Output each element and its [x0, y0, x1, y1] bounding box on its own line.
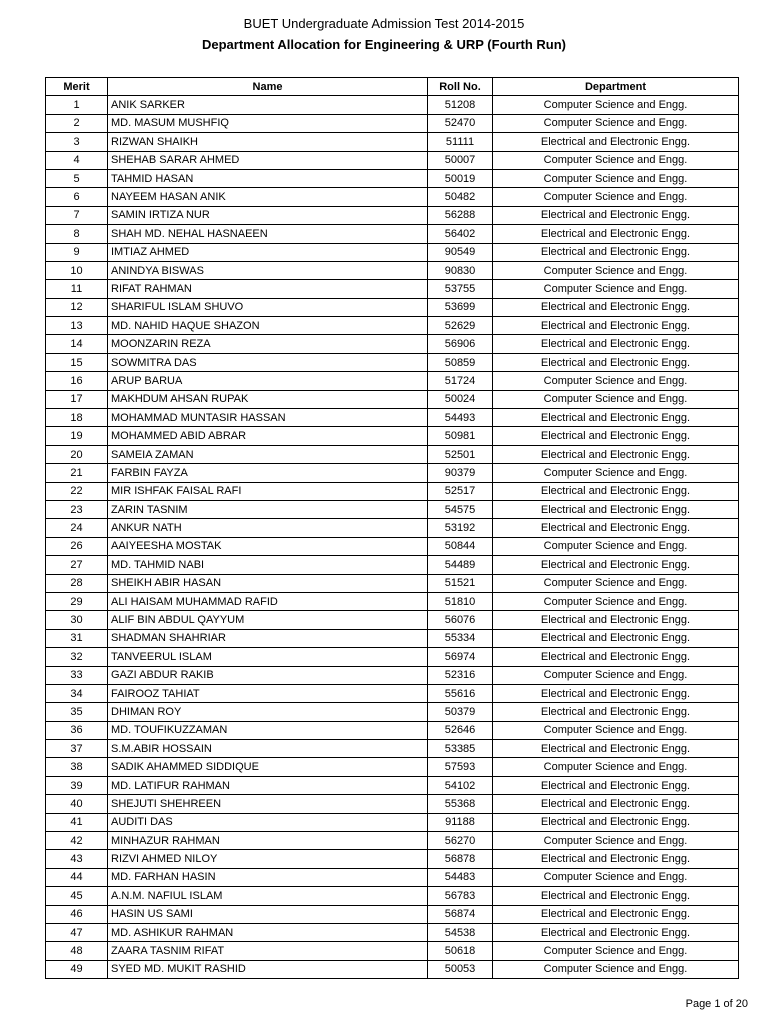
- merit-cell: 28: [46, 574, 108, 592]
- department-cell: Electrical and Electronic Engg.: [493, 776, 739, 794]
- department-cell: Electrical and Electronic Engg.: [493, 684, 739, 702]
- name-cell: IMTIAZ AHMED: [108, 243, 428, 261]
- name-cell: GAZI ABDUR RAKIB: [108, 666, 428, 684]
- merit-cell: 11: [46, 280, 108, 298]
- name-cell: MINHAZUR RAHMAN: [108, 832, 428, 850]
- name-cell: MD. TOUFIKUZZAMAN: [108, 721, 428, 739]
- table-row: [46, 721, 739, 739]
- name-cell: MD. TAHMID NABI: [108, 556, 428, 574]
- name-cell: SHEHAB SARAR AHMED: [108, 151, 428, 169]
- merit-cell: 27: [46, 556, 108, 574]
- merit-cell: 31: [46, 629, 108, 647]
- roll-no-cell: 56874: [428, 905, 493, 923]
- merit-cell: 48: [46, 942, 108, 960]
- roll-no-cell: 50618: [428, 942, 493, 960]
- table-row: [46, 592, 739, 610]
- name-cell: MD. NAHID HAQUE SHAZON: [108, 317, 428, 335]
- roll-no-cell: 53699: [428, 298, 493, 316]
- department-cell: Electrical and Electronic Engg.: [493, 225, 739, 243]
- name-cell: A.N.M. NAFIUL ISLAM: [108, 887, 428, 905]
- department-cell: Electrical and Electronic Engg.: [493, 409, 739, 427]
- department-cell: Electrical and Electronic Engg.: [493, 133, 739, 151]
- table-row: [46, 850, 739, 868]
- roll-no-cell: 51810: [428, 592, 493, 610]
- name-cell: NAYEEM HASAN ANIK: [108, 188, 428, 206]
- roll-no-cell: 57593: [428, 758, 493, 776]
- roll-no-cell: 50019: [428, 169, 493, 187]
- roll-no-cell: 53755: [428, 280, 493, 298]
- table-row: [46, 96, 739, 114]
- department-cell: Computer Science and Engg.: [493, 592, 739, 610]
- name-cell: RIZWAN SHAIKH: [108, 133, 428, 151]
- merit-cell: 30: [46, 611, 108, 629]
- roll-no-cell: 54483: [428, 868, 493, 886]
- roll-no-cell: 56783: [428, 887, 493, 905]
- department-cell: Computer Science and Engg.: [493, 758, 739, 776]
- table-row: [46, 464, 739, 482]
- table-row: [46, 868, 739, 886]
- merit-cell: 17: [46, 390, 108, 408]
- name-cell: MAKHDUM AHSAN RUPAK: [108, 390, 428, 408]
- column-header-department: Department: [493, 78, 739, 96]
- merit-cell: 43: [46, 850, 108, 868]
- table-row: [46, 648, 739, 666]
- merit-cell: 23: [46, 500, 108, 518]
- department-cell: Electrical and Electronic Engg.: [493, 648, 739, 666]
- name-cell: MD. FARHAN HASIN: [108, 868, 428, 886]
- merit-cell: 21: [46, 464, 108, 482]
- name-cell: SAMEIA ZAMAN: [108, 445, 428, 463]
- name-cell: MOHAMMED ABID ABRAR: [108, 427, 428, 445]
- name-cell: SYED MD. MUKIT RASHID: [108, 960, 428, 978]
- department-cell: Electrical and Electronic Engg.: [493, 298, 739, 316]
- name-cell: MOONZARIN REZA: [108, 335, 428, 353]
- merit-cell: 4: [46, 151, 108, 169]
- table-row: [46, 905, 739, 923]
- name-cell: ARUP BARUA: [108, 372, 428, 390]
- name-cell: SHEIKH ABIR HASAN: [108, 574, 428, 592]
- table-row: [46, 372, 739, 390]
- department-cell: Computer Science and Engg.: [493, 390, 739, 408]
- table-row: [46, 169, 739, 187]
- merit-cell: 46: [46, 905, 108, 923]
- roll-no-cell: 50379: [428, 703, 493, 721]
- roll-no-cell: 52316: [428, 666, 493, 684]
- department-cell: Electrical and Electronic Engg.: [493, 500, 739, 518]
- name-cell: TAHMID HASAN: [108, 169, 428, 187]
- roll-no-cell: 55334: [428, 629, 493, 647]
- roll-no-cell: 51724: [428, 372, 493, 390]
- table-row: [46, 923, 739, 941]
- merit-cell: 32: [46, 648, 108, 666]
- table-row: [46, 537, 739, 555]
- merit-cell: 13: [46, 317, 108, 335]
- table-row: [46, 832, 739, 850]
- name-cell: AUDITI DAS: [108, 813, 428, 831]
- department-cell: Computer Science and Engg.: [493, 942, 739, 960]
- table-row: [46, 151, 739, 169]
- merit-cell: 34: [46, 684, 108, 702]
- merit-cell: 24: [46, 519, 108, 537]
- department-cell: Electrical and Electronic Engg.: [493, 445, 739, 463]
- table-row: [46, 335, 739, 353]
- page-number: Page 1 of 20: [685, 998, 748, 1010]
- department-cell: Computer Science and Engg.: [493, 169, 739, 187]
- column-header-merit: Merit: [46, 78, 108, 96]
- department-cell: Computer Science and Engg.: [493, 96, 739, 114]
- roll-no-cell: 51208: [428, 96, 493, 114]
- merit-cell: 20: [46, 445, 108, 463]
- roll-no-cell: 90379: [428, 464, 493, 482]
- table-row: [46, 629, 739, 647]
- department-cell: Electrical and Electronic Engg.: [493, 703, 739, 721]
- roll-no-cell: 56076: [428, 611, 493, 629]
- table-row: [46, 611, 739, 629]
- department-cell: Electrical and Electronic Engg.: [493, 795, 739, 813]
- roll-no-cell: 55368: [428, 795, 493, 813]
- department-cell: Computer Science and Engg.: [493, 574, 739, 592]
- roll-no-cell: 50007: [428, 151, 493, 169]
- department-cell: Computer Science and Engg.: [493, 372, 739, 390]
- column-header-name: Name: [108, 78, 428, 96]
- department-cell: Computer Science and Engg.: [493, 280, 739, 298]
- roll-no-cell: 50844: [428, 537, 493, 555]
- table-row: [46, 482, 739, 500]
- roll-no-cell: 50981: [428, 427, 493, 445]
- table-row: [46, 133, 739, 151]
- merit-cell: 41: [46, 813, 108, 831]
- department-cell: Electrical and Electronic Engg.: [493, 519, 739, 537]
- roll-no-cell: 50859: [428, 353, 493, 371]
- roll-no-cell: 56288: [428, 206, 493, 224]
- department-cell: Electrical and Electronic Engg.: [493, 923, 739, 941]
- name-cell: MIR ISHFAK FAISAL RAFI: [108, 482, 428, 500]
- table-row: [46, 740, 739, 758]
- roll-no-cell: 56974: [428, 648, 493, 666]
- roll-no-cell: 52646: [428, 721, 493, 739]
- merit-cell: 15: [46, 353, 108, 371]
- name-cell: FAIROOZ TAHIAT: [108, 684, 428, 702]
- allocation-table: [45, 77, 739, 979]
- department-cell: Electrical and Electronic Engg.: [493, 427, 739, 445]
- department-cell: Electrical and Electronic Engg.: [493, 905, 739, 923]
- merit-cell: 44: [46, 868, 108, 886]
- merit-cell: 1: [46, 96, 108, 114]
- department-cell: Electrical and Electronic Engg.: [493, 850, 739, 868]
- merit-cell: 5: [46, 169, 108, 187]
- roll-no-cell: 52470: [428, 114, 493, 132]
- roll-no-cell: 52629: [428, 317, 493, 335]
- table-row: [46, 776, 739, 794]
- roll-no-cell: 56906: [428, 335, 493, 353]
- merit-cell: 2: [46, 114, 108, 132]
- department-cell: Computer Science and Engg.: [493, 537, 739, 555]
- department-cell: Electrical and Electronic Engg.: [493, 556, 739, 574]
- merit-cell: 37: [46, 740, 108, 758]
- name-cell: SOWMITRA DAS: [108, 353, 428, 371]
- department-cell: Computer Science and Engg.: [493, 114, 739, 132]
- roll-no-cell: 55616: [428, 684, 493, 702]
- merit-cell: 33: [46, 666, 108, 684]
- department-cell: Computer Science and Engg.: [493, 151, 739, 169]
- roll-no-cell: 50024: [428, 390, 493, 408]
- department-cell: Computer Science and Engg.: [493, 721, 739, 739]
- name-cell: ANIK SARKER: [108, 96, 428, 114]
- merit-cell: 49: [46, 960, 108, 978]
- merit-cell: 19: [46, 427, 108, 445]
- table-row: [46, 445, 739, 463]
- name-cell: RIFAT RAHMAN: [108, 280, 428, 298]
- name-cell: SHAH MD. NEHAL HASNAEEN: [108, 225, 428, 243]
- roll-no-cell: 56878: [428, 850, 493, 868]
- merit-cell: 8: [46, 225, 108, 243]
- table-row: [46, 574, 739, 592]
- table-row: [46, 519, 739, 537]
- roll-no-cell: 54493: [428, 409, 493, 427]
- table-row: [46, 390, 739, 408]
- table-row: [46, 280, 739, 298]
- name-cell: DHIMAN ROY: [108, 703, 428, 721]
- merit-cell: 3: [46, 133, 108, 151]
- roll-no-cell: 54575: [428, 500, 493, 518]
- name-cell: RIZVI AHMED NILOY: [108, 850, 428, 868]
- name-cell: SHARIFUL ISLAM SHUVO: [108, 298, 428, 316]
- department-cell: Computer Science and Engg.: [493, 188, 739, 206]
- merit-cell: 35: [46, 703, 108, 721]
- roll-no-cell: 91188: [428, 813, 493, 831]
- roll-no-cell: 53385: [428, 740, 493, 758]
- table-row: [46, 206, 739, 224]
- table-row: [46, 409, 739, 427]
- name-cell: ZARIN TASNIM: [108, 500, 428, 518]
- roll-no-cell: 53192: [428, 519, 493, 537]
- department-cell: Computer Science and Engg.: [493, 832, 739, 850]
- merit-cell: 40: [46, 795, 108, 813]
- merit-cell: 7: [46, 206, 108, 224]
- name-cell: HASIN US SAMI: [108, 905, 428, 923]
- department-cell: Electrical and Electronic Engg.: [493, 335, 739, 353]
- department-cell: Electrical and Electronic Engg.: [493, 243, 739, 261]
- merit-cell: 9: [46, 243, 108, 261]
- roll-no-cell: 54538: [428, 923, 493, 941]
- department-cell: Computer Science and Engg.: [493, 261, 739, 279]
- table-row: [46, 666, 739, 684]
- roll-no-cell: 52501: [428, 445, 493, 463]
- table-body: [46, 96, 739, 979]
- table-row: [46, 684, 739, 702]
- table-row: [46, 813, 739, 831]
- department-cell: Electrical and Electronic Engg.: [493, 611, 739, 629]
- merit-cell: 22: [46, 482, 108, 500]
- department-cell: Computer Science and Engg.: [493, 464, 739, 482]
- name-cell: AAIYEESHA MOSTAK: [108, 537, 428, 555]
- table-row: [46, 188, 739, 206]
- name-cell: FARBIN FAYZA: [108, 464, 428, 482]
- department-cell: Electrical and Electronic Engg.: [493, 629, 739, 647]
- merit-cell: 6: [46, 188, 108, 206]
- name-cell: SHADMAN SHAHRIAR: [108, 629, 428, 647]
- roll-no-cell: 50482: [428, 188, 493, 206]
- name-cell: MD. ASHIKUR RAHMAN: [108, 923, 428, 941]
- merit-cell: 18: [46, 409, 108, 427]
- column-header-roll-no: Roll No.: [428, 78, 493, 96]
- department-cell: Electrical and Electronic Engg.: [493, 206, 739, 224]
- name-cell: SHEJUTI SHEHREEN: [108, 795, 428, 813]
- name-cell: ZAARA TASNIM RIFAT: [108, 942, 428, 960]
- merit-cell: 26: [46, 537, 108, 555]
- table-row: [46, 758, 739, 776]
- roll-no-cell: 54489: [428, 556, 493, 574]
- merit-cell: 38: [46, 758, 108, 776]
- name-cell: ANINDYA BISWAS: [108, 261, 428, 279]
- merit-cell: 42: [46, 832, 108, 850]
- department-cell: Electrical and Electronic Engg.: [493, 317, 739, 335]
- roll-no-cell: 51521: [428, 574, 493, 592]
- roll-no-cell: 54102: [428, 776, 493, 794]
- document-title: BUET Undergraduate Admission Test 2014-2015: [243, 16, 525, 31]
- merit-cell: 29: [46, 592, 108, 610]
- name-cell: SAMIN IRTIZA NUR: [108, 206, 428, 224]
- name-cell: MD. LATIFUR RAHMAN: [108, 776, 428, 794]
- roll-no-cell: 90830: [428, 261, 493, 279]
- table-row: [46, 225, 739, 243]
- roll-no-cell: 52517: [428, 482, 493, 500]
- table-row: [46, 243, 739, 261]
- merit-cell: 16: [46, 372, 108, 390]
- table-row: [46, 556, 739, 574]
- department-cell: Computer Science and Engg.: [493, 960, 739, 978]
- name-cell: MD. MASUM MUSHFIQ: [108, 114, 428, 132]
- table-row: [46, 942, 739, 960]
- roll-no-cell: 56270: [428, 832, 493, 850]
- name-cell: S.M.ABIR HOSSAIN: [108, 740, 428, 758]
- table-row: [46, 114, 739, 132]
- table-row: [46, 261, 739, 279]
- roll-no-cell: 56402: [428, 225, 493, 243]
- table-row: [46, 298, 739, 316]
- table-row: [46, 427, 739, 445]
- table-row: [46, 500, 739, 518]
- table-row: [46, 887, 739, 905]
- name-cell: ALI HAISAM MUHAMMAD RAFID: [108, 592, 428, 610]
- merit-cell: 47: [46, 923, 108, 941]
- department-cell: Computer Science and Engg.: [493, 666, 739, 684]
- name-cell: ANKUR NATH: [108, 519, 428, 537]
- name-cell: ALIF BIN ABDUL QAYYUM: [108, 611, 428, 629]
- merit-cell: 12: [46, 298, 108, 316]
- table-row: [46, 795, 739, 813]
- roll-no-cell: 90549: [428, 243, 493, 261]
- name-cell: SADIK AHAMMED SIDDIQUE: [108, 758, 428, 776]
- department-cell: Electrical and Electronic Engg.: [493, 482, 739, 500]
- table-header-row: [46, 78, 739, 96]
- department-cell: Computer Science and Engg.: [493, 868, 739, 886]
- table-row: [46, 960, 739, 978]
- merit-cell: 10: [46, 261, 108, 279]
- table-row: [46, 703, 739, 721]
- merit-cell: 39: [46, 776, 108, 794]
- department-cell: Electrical and Electronic Engg.: [493, 353, 739, 371]
- department-cell: Electrical and Electronic Engg.: [493, 813, 739, 831]
- department-cell: Electrical and Electronic Engg.: [493, 740, 739, 758]
- merit-cell: 36: [46, 721, 108, 739]
- roll-no-cell: 51111: [428, 133, 493, 151]
- merit-cell: 14: [46, 335, 108, 353]
- department-cell: Electrical and Electronic Engg.: [493, 887, 739, 905]
- name-cell: TANVEERUL ISLAM: [108, 648, 428, 666]
- roll-no-cell: 50053: [428, 960, 493, 978]
- name-cell: MOHAMMAD MUNTASIR HASSAN: [108, 409, 428, 427]
- document-subtitle: Department Allocation for Engineering & URP (Fourth Run): [202, 37, 566, 52]
- merit-cell: 45: [46, 887, 108, 905]
- table-row: [46, 353, 739, 371]
- table-row: [46, 317, 739, 335]
